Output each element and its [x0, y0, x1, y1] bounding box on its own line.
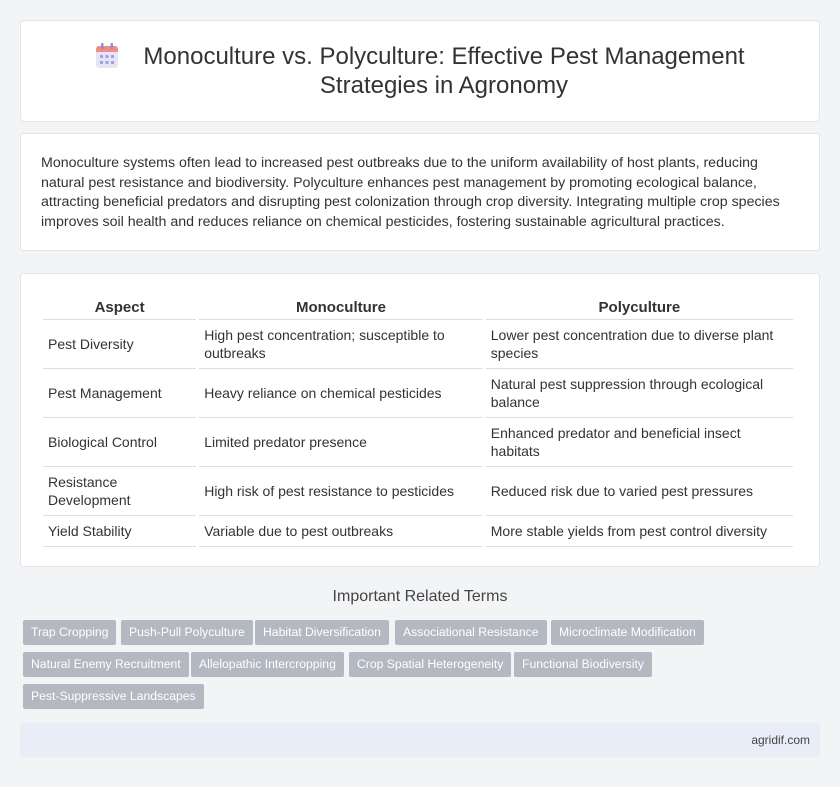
- cell-monoculture: Limited predator presence: [199, 418, 483, 467]
- cell-monoculture: Variable due to pest outbreaks: [199, 516, 483, 547]
- cell-aspect: Resistance Development: [43, 467, 196, 516]
- footer-site-link[interactable]: agridif.com: [751, 733, 810, 747]
- header-monoculture: Monoculture: [199, 295, 483, 320]
- calendar-icon: [95, 43, 119, 69]
- table-row: [43, 516, 793, 547]
- header-polyculture: Polyculture: [486, 295, 793, 320]
- related-terms-title: Important Related Terms: [332, 588, 508, 605]
- cell-polyculture: More stable yields from pest control diversity: [486, 516, 793, 547]
- table-row: [43, 467, 793, 516]
- footer: [20, 723, 820, 757]
- tag-allelopathic-intercropping[interactable]: Allelopathic Intercropping: [191, 652, 344, 677]
- tag-pest-suppressive-landscapes[interactable]: Pest-Suppressive Landscapes: [23, 684, 204, 709]
- tag-crop-spatial-heterogeneity[interactable]: Crop Spatial Heterogeneity: [349, 652, 511, 677]
- cell-monoculture: High risk of pest resistance to pesticides: [199, 467, 483, 516]
- tag-trap-cropping[interactable]: Trap Cropping: [23, 620, 116, 645]
- intro-card: [20, 133, 820, 251]
- cell-aspect: Pest Diversity: [43, 320, 196, 369]
- comparison-table-card: [20, 273, 820, 567]
- cell-monoculture: High pest concentration; susceptible to outbreaks: [199, 320, 483, 369]
- cell-polyculture: Lower pest concentration due to diverse plant species: [486, 320, 793, 369]
- cell-polyculture: Enhanced predator and beneficial insect habitats: [486, 418, 793, 467]
- page-title-line-1: Monoculture vs. Polyculture: Effective Pest Management: [143, 43, 745, 70]
- comparison-table: [40, 295, 796, 547]
- table-row: [43, 418, 793, 467]
- cell-polyculture: Natural pest suppression through ecological balance: [486, 369, 793, 418]
- tag-functional-biodiversity[interactable]: Functional Biodiversity: [514, 652, 652, 677]
- tag-habitat-diversification[interactable]: Habitat Diversification: [255, 620, 389, 645]
- table-row: [43, 369, 793, 418]
- table-header-row: [43, 295, 793, 320]
- intro-paragraph: Monoculture systems often lead to increased pest outbreaks due to the uniform availability of host plants, reducing natural pest resistance and biodiversity. Polyculture enhances pest management by promoting ecological balance, attracting beneficial predators and disrupting pest colonization through crop diversity. Integrating multiple crop species improves soil health and reduces reliance on chemical pesticides, fostering sustainable agricultural practices.: [41, 155, 780, 230]
- tag-natural-enemy-recruitment[interactable]: Natural Enemy Recruitment: [23, 652, 189, 677]
- table-row: [43, 320, 793, 369]
- tag-microclimate-modification[interactable]: Microclimate Modification: [551, 620, 704, 645]
- cell-aspect: Pest Management: [43, 369, 196, 418]
- page-title-line-2: Strategies in Agronomy: [319, 72, 569, 99]
- title-card: [20, 20, 820, 122]
- header-aspect: Aspect: [43, 295, 196, 320]
- cell-monoculture: Heavy reliance on chemical pesticides: [199, 369, 483, 418]
- cell-aspect: Yield Stability: [43, 516, 196, 547]
- tag-associational-resistance[interactable]: Associational Resistance: [395, 620, 547, 645]
- tag-push-pull-polyculture[interactable]: Push-Pull Polyculture: [121, 620, 253, 645]
- page-title: [143, 42, 744, 100]
- cell-polyculture: Reduced risk due to varied pest pressures: [486, 467, 793, 516]
- cell-aspect: Biological Control: [43, 418, 196, 467]
